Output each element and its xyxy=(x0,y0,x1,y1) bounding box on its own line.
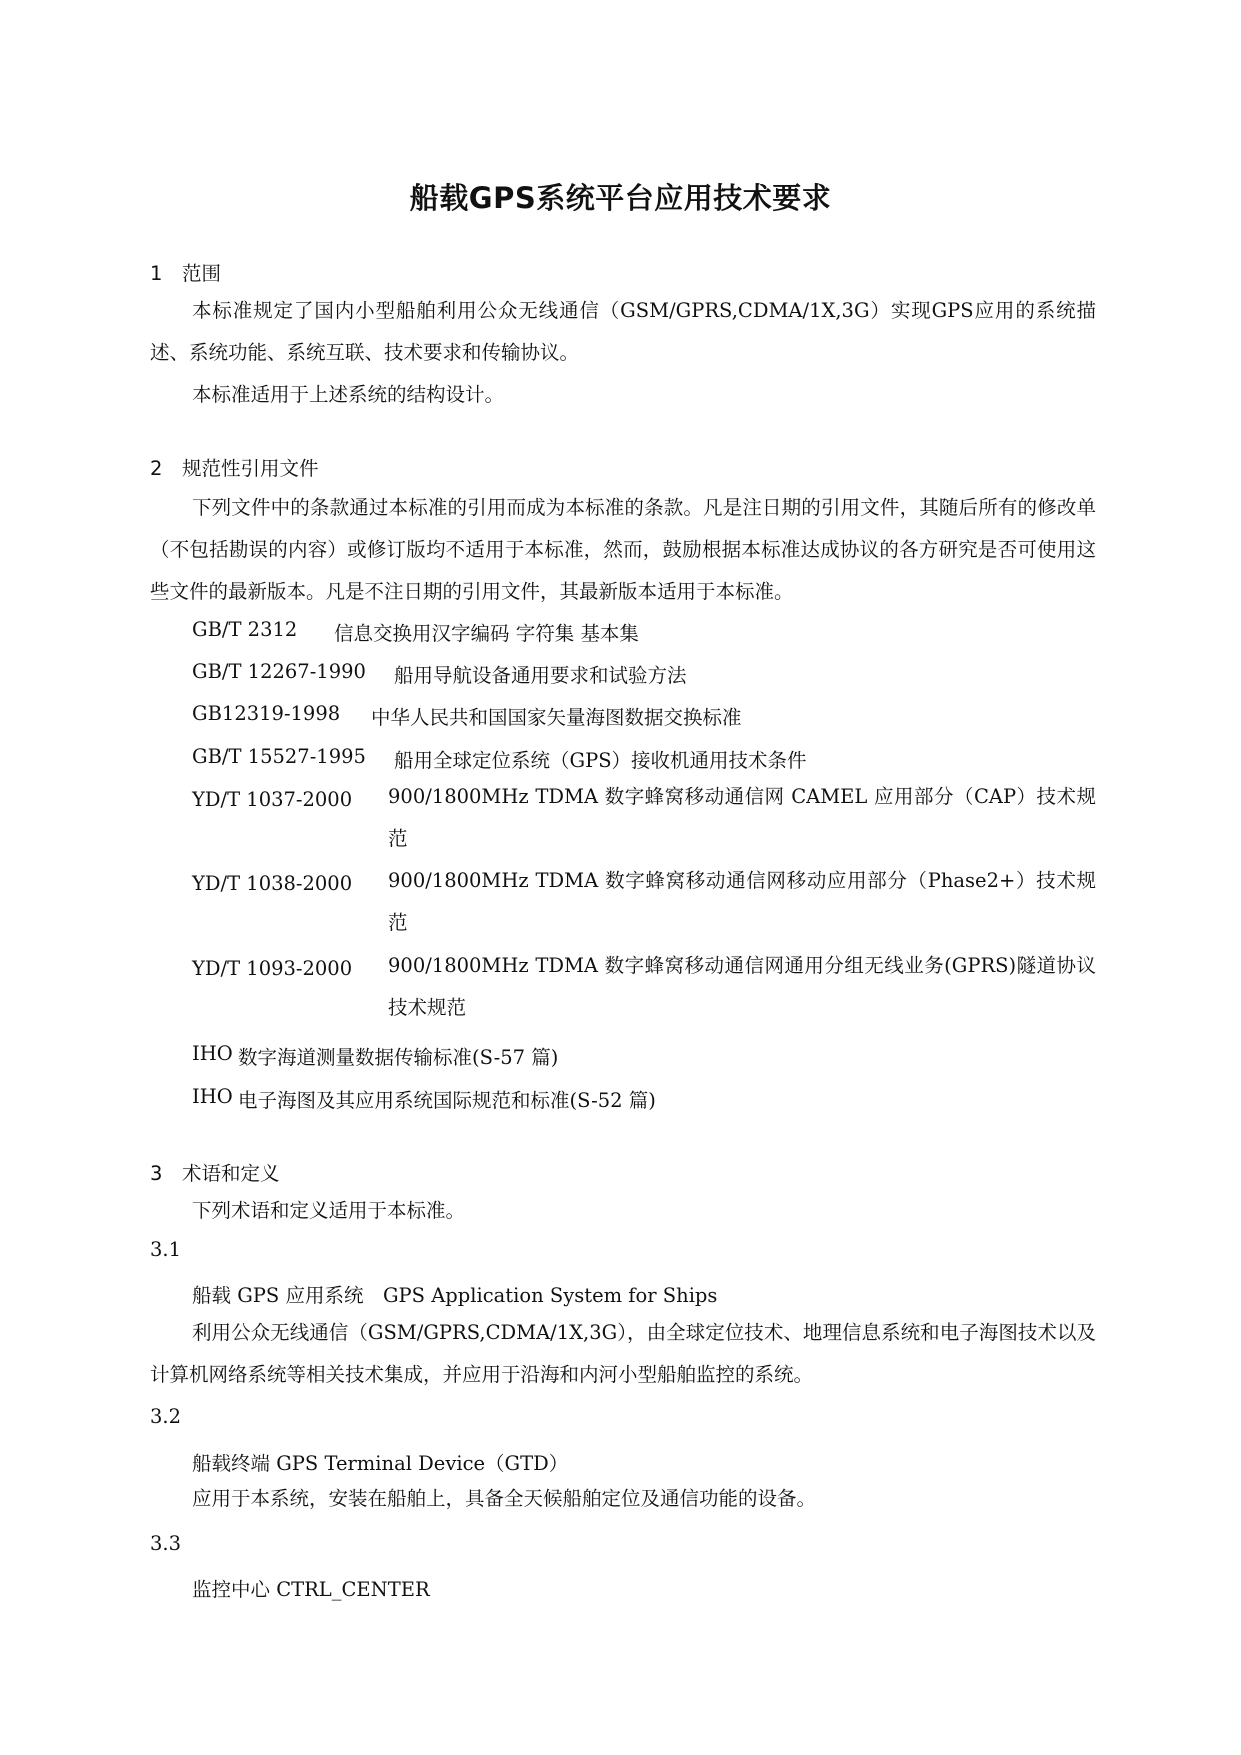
term-number: 3.2 xyxy=(150,1405,182,1428)
reference-code: YD/T 1038-2000 xyxy=(192,872,353,895)
reference-title: 信息交换用汉字编码 字符集 基本集 xyxy=(334,622,639,645)
reference-code: GB/T 15527-1995 xyxy=(192,745,366,768)
reference-code: GB12319-1998 xyxy=(192,702,341,725)
section-title: 规范性引用文件 xyxy=(182,457,319,480)
reference-code: YD/T 1037-2000 xyxy=(192,788,353,811)
section-1-heading xyxy=(150,258,221,286)
term-number: 3.3 xyxy=(150,1532,182,1555)
term-definition xyxy=(150,1312,1096,1396)
paragraph: 本标准适用于上述系统的结构设计。 xyxy=(192,383,505,406)
section-number: 1 xyxy=(150,262,163,285)
reference-title: 船用全球定位系统（GPS）接收机通用技术条件 xyxy=(394,749,807,772)
section-2-heading xyxy=(150,453,319,481)
section-2-intro xyxy=(150,487,1096,613)
section-title: 范围 xyxy=(182,262,222,285)
paragraph: 利用公众无线通信（GSM/GPRS,CDMA/1X,3G），由全球定位技术、地理信息系统和电子海图技术以及计算机网络系统等相关技术集成，并应用于沿海和内河小型船舶监控的系统。 xyxy=(150,1321,1096,1386)
document-title: 船载GPS系统平台应用技术要求 xyxy=(409,181,832,215)
reference-code: IHO xyxy=(192,1042,233,1065)
term-name: 船载终端 GPS Terminal Device（GTD） xyxy=(192,1452,569,1475)
reference-title: 900/1800MHz TDMA 数字蜂窝移动通信网移动应用部分（Phase2+）技术规范 xyxy=(388,869,1096,934)
paragraph: 下列文件中的条款通过本标准的引用而成为本标准的条款。凡是注日期的引用文件，其随后所有的修改单（不包括勘误的内容）或修订版均不适用于本标准，然而，鼓励根据本标准达成协议的各方研究是否可使用这些文件的最新版本。凡是不注日期的引用文件，其最新版本适用于本标准。 xyxy=(150,496,1096,603)
term-name: 监控中心 CTRL_CENTER xyxy=(192,1578,430,1601)
reference-title: 中华人民共和国国家矢量海图数据交换标准 xyxy=(371,706,742,729)
term-number: 3.1 xyxy=(150,1238,182,1261)
reference-title: 电子海图及其应用系统国际规范和标准(S-52 篇) xyxy=(238,1089,656,1112)
paragraph: 应用于本系统，安装在船舶上，具备全天候船舶定位及通信功能的设备。 xyxy=(192,1487,817,1510)
reference-code: YD/T 1093-2000 xyxy=(192,957,353,980)
reference-code: IHO xyxy=(192,1085,233,1108)
reference-title: 数字海道测量数据传输标准(S-57 篇) xyxy=(238,1046,559,1069)
section-number: 3 xyxy=(150,1162,163,1185)
section-1-body xyxy=(150,290,1096,416)
section-3-intro: 下列术语和定义适用于本标准。 xyxy=(192,1199,466,1222)
term-definition xyxy=(150,1478,1096,1520)
reference-code: GB/T 2312 xyxy=(192,618,298,641)
section-title: 术语和定义 xyxy=(182,1162,280,1185)
reference-code: GB/T 12267-1990 xyxy=(192,660,366,683)
reference-title: 900/1800MHz TDMA 数字蜂窝移动通信网通用分组无线业务(GPRS)隧道协议技术规范 xyxy=(388,954,1096,1019)
term-name: 船载 GPS 应用系统 GPS Application System for Ships xyxy=(192,1284,718,1307)
reference-title: 900/1800MHz TDMA 数字蜂窝移动通信网 CAMEL 应用部分（CAP）技术规范 xyxy=(388,785,1096,850)
reference-title: 船用导航设备通用要求和试验方法 xyxy=(394,664,687,687)
section-3-heading xyxy=(150,1158,280,1186)
section-number: 2 xyxy=(150,457,163,480)
paragraph: 本标准规定了国内小型船舶利用公众无线通信（GSM/GPRS,CDMA/1X,3G）实现GPS应用的系统描述、系统功能、系统互联、技术要求和传输协议。 xyxy=(150,299,1096,364)
